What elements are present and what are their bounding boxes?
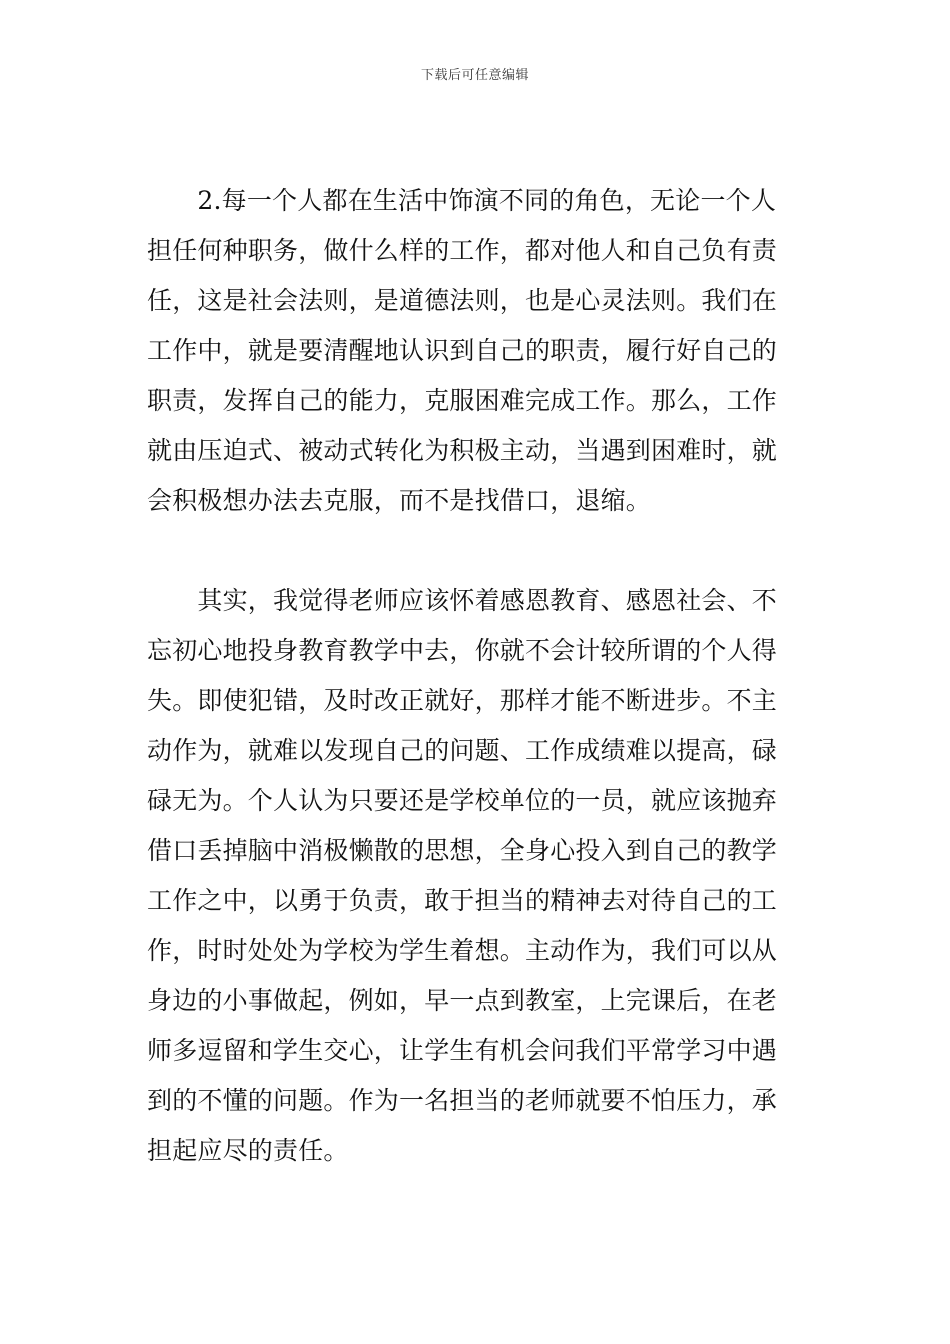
- text-line: 师多逗留和学生交心，让学生有机会问我们平常学习中遇: [147, 1036, 778, 1065]
- text-line: 就由压迫式、被动式转化为积极主动，当遇到困难时，就: [147, 436, 778, 465]
- text-line: 借口丢掉脑中消极懒散的思想，全身心投入到自己的教学: [147, 836, 778, 865]
- text-line: 碌无为。个人认为只要还是学校单位的一员，就应该抛弃: [147, 786, 778, 815]
- text-line: 担任何种职务，做什么样的工作，都对他人和自己负有责: [147, 236, 778, 265]
- text-line: 身边的小事做起，例如，早一点到教室，上完课后，在老: [147, 986, 778, 1015]
- text-line: 到的不懂的问题。作为一名担当的老师就要不怕压力，承: [147, 1086, 778, 1115]
- text-line: 失。即使犯错，及时改正就好，那样才能不断进步。不主: [147, 686, 778, 715]
- text-line: 会积极想办法去克服，而不是找借口，退缩。: [147, 486, 652, 515]
- text-line: 职责，发挥自己的能力，克服困难完成工作。那么，工作: [147, 386, 778, 415]
- page-header: 下载后可任意编辑: [420, 68, 529, 83]
- text-line: 2.每一个人都在生活中饰演不同的角色，无论一个人: [147, 186, 777, 215]
- text-line: 动作为，就难以发现自己的问题、工作成绩难以提高，碌: [147, 736, 778, 765]
- document-body: [147, 176, 803, 1176]
- text-line: 工作之中，以勇于负责，敢于担当的精神去对待自己的工: [147, 886, 778, 915]
- text-line: 担起应尽的责任。: [147, 1136, 349, 1165]
- paragraph-gap: [147, 526, 803, 576]
- paragraph-2: [147, 576, 803, 1176]
- text-line: 作，时时处处为学校为学生着想。主动作为，我们可以从: [147, 936, 778, 965]
- text-line: 工作中，就是要清醒地认识到自己的职责，履行好自己的: [147, 336, 778, 365]
- paragraph-1: [147, 176, 803, 526]
- text-line: 忘初心地投身教育教学中去，你就不会计较所谓的个人得: [147, 636, 778, 665]
- text-line: 任，这是社会法则，是道德法则，也是心灵法则。我们在: [147, 286, 778, 315]
- text-line: 其实，我觉得老师应该怀着感恩教育、感恩社会、不: [147, 586, 778, 615]
